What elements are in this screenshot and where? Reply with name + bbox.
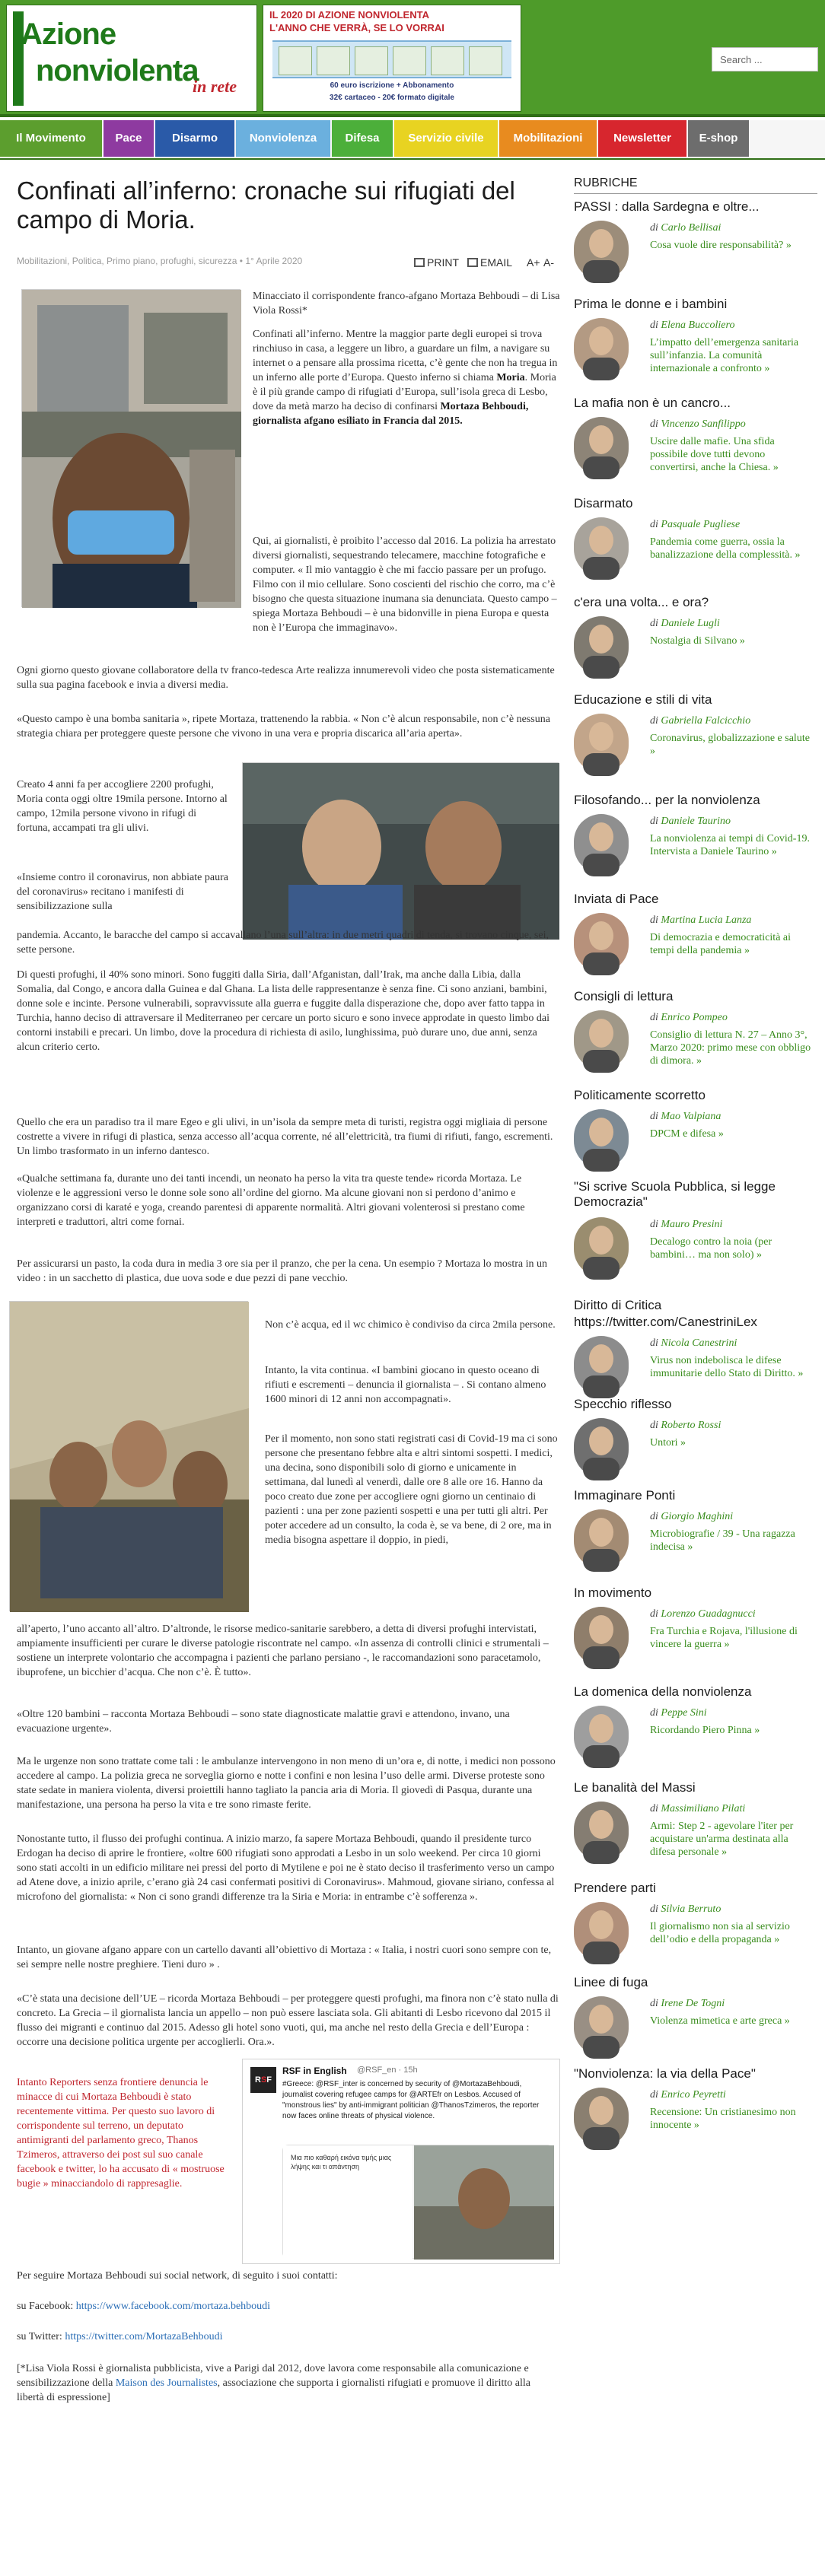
article-paragraph-4: «Questo campo è una bomba sanitaria », ripete Mortaza, trattenendo la rabbia. « Non c’è alcun responsabile, non c’è nessuna strategia chiara per proteggere queste persone che vivono in una vera e propria discarica all’aria aperta». — [17, 714, 550, 739]
follow-intro: Per seguire Mortaza Behboudi sui social network, di seguito i suoi contatti: — [17, 2270, 338, 2282]
magazine-cover — [355, 46, 388, 75]
author-name-link[interactable]: Massimiliano Pilati — [661, 1803, 746, 1814]
facebook-label: su Facebook: — [17, 2301, 74, 2312]
article — [17, 177, 560, 2403]
banner-headline-line2: L'ANNO CHE VERRÀ, SE LO VORRAI — [269, 22, 444, 33]
sidebar-widget-heading[interactable]: Inviata di Pace — [574, 892, 659, 906]
article-paragraph-5: Creato 4 anni fa per accogliere 2200 profughi, Moria conta oggi oltre 19mila persone. Intorno al campo, 12mila persone vivono in rifugi di fortuna, accampati tra gli ulivi. — [17, 779, 228, 834]
author-prefix: di — [650, 418, 661, 430]
nav-e-shop[interactable]: E-shop — [688, 120, 749, 157]
author-prefix: di — [650, 618, 661, 629]
article-paragraph-3: Ogni giorno questo giovane collaboratore della tv franco-tedesca Arte realizza innumerevoli video che posta sistematicamente sulla sua pagina facebook e invia a diversi media. — [17, 665, 555, 691]
nav-difesa[interactable]: Difesa — [332, 120, 393, 157]
author-name-link[interactable]: Silvia Berruto — [661, 1903, 721, 1915]
nav-pace[interactable]: Pace — [104, 120, 154, 157]
sidebar-widget-excerpt-link[interactable]: Fra Turchia e Rojava, l'illusione di vincere la guerra » — [650, 1626, 798, 1650]
font-decrease-button[interactable]: A- — [543, 256, 554, 269]
sidebar-widget-author — [650, 1903, 721, 1916]
author-avatar[interactable] — [574, 318, 629, 377]
banner-price-line2: 32€ cartaceo - 20€ formato digitale — [330, 94, 454, 102]
sidebar-widget-subheading[interactable]: https://twitter.com/CanestriniLex — [574, 1315, 757, 1329]
author-avatar[interactable] — [574, 1336, 629, 1395]
sidebar-widget-excerpt-link[interactable]: Il giornalismo non sia al servizio dell’odio e della propaganda » — [650, 1921, 790, 1945]
sidebar-widget-excerpt-link[interactable]: Consiglio di lettura N. 27 – Anno 3°, Marzo 2020: primo mese con obbligo di dimora. » — [650, 1029, 811, 1067]
author-prefix: di — [650, 1111, 661, 1122]
author-avatar[interactable] — [574, 221, 629, 280]
sidebar-widget-excerpt-link[interactable]: Decalogo contro la noia (per bambini… ma non solo) » — [650, 1236, 772, 1261]
photo-selfie-image — [22, 290, 241, 608]
author-prefix: di — [650, 1337, 661, 1349]
sidebar-widget-author — [650, 1420, 721, 1432]
print-button[interactable] — [414, 253, 459, 272]
sidebar-widget-excerpt-link[interactable]: Cosa vuole dire responsabilità? » — [650, 240, 792, 251]
paragraph-2-text: Qui, ai giornalisti, è proibito l’accesso dal 2016. La polizia ha arrestato diversi giornalisti, sequestrando telecamere, macchine fotografiche e computer. « Il mio vantaggio è che mi faccio passare per un profugo. Filmo con il mio cellulare. Sono coscienti del rischio che corro, ma c’è bisogno che questa situazione inumana sia denunciata. Questo campo – spiega Mortaza Behboudi – è una bidonville in piena Europa e questa non è l’Europa che immaginavo». — [253, 536, 557, 634]
author-name-link[interactable]: Gabriella Falcicchio — [661, 715, 751, 727]
sidebar-widget-author — [650, 2089, 726, 2101]
article-paragraph-6a: «Insieme contro il coronavirus, non abbiate paura del coronavirus» recitano i manifesti di sensibilizzazione sulla — [17, 872, 228, 912]
twitter-contact — [17, 2330, 560, 2344]
author-avatar[interactable] — [574, 913, 629, 972]
author-name-link[interactable]: Giorgio Maghini — [661, 1511, 734, 1522]
author-name-link[interactable]: Elena Buccoliero — [661, 320, 735, 331]
article-paragraph-10: Per assicurarsi un pasto, la coda dura in media 3 ore sia per il pranzo, che per la cena. Un esempio ? Mortaza lo mostra in un video : in un sacchetto di plastica, due uova sode e due pezzi di pane vecchio. — [17, 1258, 548, 1284]
author-prefix: di — [650, 715, 661, 727]
main-nav — [0, 120, 825, 158]
sidebar-widget-heading[interactable]: Immaginare Ponti — [574, 1488, 676, 1503]
author-name-link[interactable]: Daniele Lugli — [661, 618, 720, 629]
sidebar-widget-author — [650, 715, 750, 727]
sidebar-widget-author — [650, 1511, 733, 1523]
sidebar-widget-author — [650, 418, 746, 431]
author-prefix: di — [650, 320, 661, 331]
author-name-link[interactable]: Mauro Presini — [661, 1219, 723, 1230]
rsf-logo: RSF — [250, 2067, 276, 2093]
email-button[interactable] — [467, 253, 512, 272]
author-avatar[interactable] — [574, 616, 629, 676]
sidebar-widget-author — [650, 914, 751, 927]
author-avatar[interactable] — [574, 814, 629, 873]
author-avatar[interactable] — [574, 1607, 629, 1666]
site-logo[interactable] — [6, 5, 257, 112]
author-name-link[interactable]: Carlo Bellisai — [661, 222, 721, 234]
author-avatar[interactable] — [574, 1902, 629, 1961]
sidebar-widget-excerpt-link[interactable]: Recensione: Un cristianesimo non innocente » — [650, 2107, 796, 2131]
paragraph-1-text-c: . Moria è il più grande campo di rifugiati d’Europa, sull’isola greca di Lesbo, dove da metà marzo ha deciso di confinarsi — [253, 372, 556, 412]
author-prefix: di — [650, 1803, 661, 1814]
article-lead: Minacciato il corrispondente franco-afgano Mortaza Behboudi – di Lisa Viola Rossi* — [253, 291, 560, 316]
article-paragraph-18: «C’è stata una decisione dell’UE – ricorda Mortaza Behboudi – per proteggere questi profughi, ma finora non c’è stato nulla di concreto. La Grecia – il giornalista lancia un appello – non può essere lasciata sola. Gli abitanti di Lesbo ricevono dal 2015 il flusso dei migranti e continuo dal 2015. Adesso gli hotel sono vuoti, qui, ma anche nel resto della Grecia e dell’Europa : occorre una decisione politica urgente per accoglierli. Ora.». — [17, 1993, 559, 2048]
author-avatar[interactable] — [574, 517, 629, 577]
paragraph-1-text-a: Confinati all’inferno. Mentre la maggior parte degli europei si trova rinchiuso in casa, a leggere un libro, a guardare un film, a navigare su internet o a pensare alla prossima ricetta, c’è gente che non ha tregua in un inferno alle porte d’Europa. Questo inferno si chiama — [253, 329, 558, 383]
article-paragraph-14: «Oltre 120 bambini – racconta Mortaza Behboudi – sono state diagnosticate malattie gravi e attendono, invano, una evacuazione urgente». — [17, 1709, 510, 1735]
sidebar-widget-excerpt-link[interactable]: DPCM e difesa » — [650, 1128, 724, 1140]
font-increase-button[interactable]: A+ — [527, 256, 540, 269]
sidebar-widget-heading[interactable]: Filosofando... per la nonviolenza — [574, 793, 760, 807]
sidebar-widget-heading[interactable]: La mafia non è un cancro... — [574, 396, 731, 410]
banner-price-line1: 60 euro iscrizione + Abbonamento — [330, 81, 454, 90]
article-paragraph-1 — [253, 327, 560, 428]
sidebar-widget-heading[interactable]: Prendere parti — [574, 1881, 656, 1895]
twitter-label: su Twitter: — [17, 2331, 62, 2342]
embedded-tweet[interactable] — [242, 2059, 560, 2264]
article-paragraph-17: Intanto, un giovane afgano appare con un cartello davanti all’obiettivo di Mortaza : « Italia, i nostri cuori sono sempre con te, sei sempre nelle nostre preghiere. Tieni duro » . — [17, 1945, 552, 1970]
envelope-icon — [467, 258, 478, 267]
author-prefix: di — [650, 1707, 661, 1719]
sidebar-widget-heading[interactable]: Politicamente scorretto — [574, 1088, 706, 1102]
sidebar-widget-excerpt-link[interactable]: Pandemia come guerra, ossia la banalizzazione della complessità. » — [650, 536, 801, 561]
banner-magazine-covers — [272, 40, 511, 78]
author-name-link[interactable]: Vincenzo Sanfilippo — [661, 418, 746, 430]
bio-text-c: , associazione che supporta i giornalisti rifugiati e promuove il diritto alla libertà di espressione] — [17, 2377, 530, 2403]
sidebar-widget-author — [650, 1803, 745, 1815]
author-name-link[interactable]: Daniele Taurino — [661, 816, 731, 827]
photo-tent-group — [9, 1301, 248, 1611]
author-avatar[interactable] — [574, 1217, 629, 1277]
sidebar-widget-heading[interactable]: Specchio riflesso — [574, 1397, 672, 1411]
sidebar-title: RUBRICHE — [574, 177, 817, 194]
search-input[interactable] — [712, 47, 818, 72]
email-label: EMAIL — [480, 256, 513, 269]
logo-text-line1: Azione — [21, 17, 116, 51]
paragraph-1-moria: Moria — [496, 372, 525, 383]
nav-newsletter[interactable]: Newsletter — [598, 120, 686, 157]
sidebar-widget-heading[interactable]: Le banalità del Massi — [574, 1780, 696, 1795]
photo-selfie-camp — [21, 289, 240, 607]
article-paragraph-11: Non c’è acqua, ed il wc chimico è condiviso da circa 2mila persone. — [265, 1319, 556, 1331]
facebook-link[interactable]: https://www.facebook.com/mortaza.behboudi — [75, 2301, 271, 2312]
sidebar-widget-excerpt-link[interactable]: Virus non indebolisca le difese immunitarie dello Stato di Diritto. » — [650, 1355, 804, 1379]
tweet-media-text: Μια πιο καθαρή εικόνα τιμής μιας λήψης και τι απάντηση — [283, 2145, 412, 2260]
author-prefix: di — [650, 1511, 661, 1522]
nav-il-movimento[interactable]: Il Movimento — [0, 120, 102, 157]
author-avatar[interactable] — [574, 1418, 629, 1477]
facebook-contact — [17, 2299, 560, 2314]
nav-mobilitazioni[interactable]: Mobilitazioni — [499, 120, 597, 157]
sidebar-widget-author — [650, 1337, 737, 1350]
maison-journalistes-link[interactable]: Maison des Journalistes — [115, 2377, 218, 2389]
magazine-cover — [431, 46, 464, 75]
magazine-cover — [393, 46, 426, 75]
sidebar-widget-author — [650, 1608, 756, 1620]
article-paragraph-6b: pandemia. Accanto, le baracche del campo si accavallano l’una sull’altra: in due metri quadri di tenda, si trovano cinque, sei, sette persone. — [17, 930, 549, 956]
sidebar-widget-author — [650, 1707, 707, 1719]
printer-icon — [414, 258, 425, 267]
tweet-account: RSF in English — [282, 2066, 347, 2076]
author-prefix: di — [650, 519, 661, 530]
tweet-text: #Greece: @RSF_inter is concerned by security of @MortazaBehboudi, journalist covering refugee camps for @ARTEfr on Lesbos. Accused of "monstrous lies" by anti-immigrant politician @ThanosTzimeros, the reporter now faces online threats of physical violence. — [282, 2080, 540, 2120]
author-prefix: di — [650, 914, 661, 926]
article-meta — [17, 251, 560, 271]
sidebar-widget-heading[interactable]: "Nonviolenza: la via della Pace" — [574, 2066, 756, 2081]
article-paragraph-12: Intanto, la vita continua. «I bambini giocano in questo oceano di rifiuti e escrementi – denuncia il giornalista – . Si contano almeno 1600 minori di 12 anni non accompagnati». — [265, 1365, 546, 1405]
tweet-media — [282, 2145, 553, 2259]
author-prefix: di — [650, 1903, 661, 1915]
author-avatar[interactable] — [574, 417, 629, 476]
sidebar-widget-heading[interactable]: c'era una volta... e ora? — [574, 595, 709, 609]
sidebar-widget-author — [650, 222, 721, 234]
sidebar-widget-heading[interactable]: Diritto di Critica — [574, 1298, 662, 1312]
nav-disarmo[interactable]: Disarmo — [155, 120, 234, 157]
print-label: PRINT — [427, 256, 459, 269]
author-name-link[interactable]: Lorenzo Guadagnucci — [661, 1608, 756, 1620]
logo-tagline: in rete — [193, 77, 237, 96]
logo-text-line2: nonviolenta — [36, 54, 199, 87]
author-avatar[interactable] — [574, 714, 629, 773]
sidebar-widget-excerpt-link[interactable]: L’impatto dell’emergenza sanitaria sull’infanzia. La comunità internazionale a confronto » — [650, 337, 799, 374]
magazine-cover — [469, 46, 502, 75]
author-avatar[interactable] — [574, 2088, 629, 2147]
photo-journalist-portrait — [242, 762, 559, 939]
author-bio — [17, 2361, 560, 2405]
paragraph-1-behboudi: Mortaza Behboudi, giornalista afgano esiliato in Francia dal 2015. — [253, 401, 529, 427]
nav-nonviolenza[interactable]: Nonviolenza — [236, 120, 330, 157]
sidebar-widget-heading[interactable]: PASSI : dalla Sardegna e oltre... — [574, 199, 760, 214]
author-avatar[interactable] — [574, 1802, 629, 1861]
author-name-link[interactable]: Peppe Sini — [661, 1707, 707, 1719]
sidebar-widget-author — [650, 519, 740, 531]
sidebar-widget-heading[interactable]: "Si scrive Scuola Pubblica, si legge Democrazia" — [574, 1179, 776, 1209]
author-prefix: di — [650, 2089, 661, 2101]
sidebar-widget-author — [650, 1012, 728, 1024]
author-avatar[interactable] — [574, 1996, 629, 2056]
article-paragraph-8: Quello che era un paradiso tra il mare Egeo e gli ulivi, in un’isola da sempre meta di turisti, registra oggi migliaia di persone costrette a vivere in rifugi di plastica, senza accesso all’acqua corrente, né all’elettricità, tra fiumi di rifiuti, fango, escrementi. Un limbo trasformato in un inferno dantesco. — [17, 1117, 553, 1157]
article-title: Confinati all’inferno: cronache sui rifugiati del campo di Moria. — [17, 177, 515, 234]
author-avatar[interactable] — [574, 1706, 629, 1765]
sidebar-widget-heading[interactable]: La domenica della nonviolenza — [574, 1684, 752, 1699]
author-prefix: di — [650, 1608, 661, 1620]
banner-headline — [263, 5, 521, 39]
sidebar-widget-excerpt-link[interactable]: La nonviolenza ai tempi di Covid-19. Intervista a Daniele Taurino » — [650, 833, 810, 857]
author-prefix: di — [650, 222, 661, 234]
author-name-link[interactable]: Martina Lucia Lanza — [661, 914, 752, 926]
banner-headline-line1: IL 2020 DI AZIONE NONVIOLENTA — [269, 9, 429, 21]
rsf-threat-note: Intanto Reporters senza frontiere denuncia le minacce di cui Mortaza Behboudi è stato recentemente vittima. Per questo suo lavoro di corrispondente sul terreno, un deputato antimigranti del parlamento greco, Thanos Tzimeros, attraverso dei post sul suo canale facebook e twitter, lo ha accusato di « mostruose bugie » minacciandolo di rappresaglie. — [17, 2077, 225, 2190]
nav-servizio-civile[interactable]: Servizio civile — [394, 120, 498, 157]
sidebar-widget-excerpt-link[interactable]: Violenza mimetica e arte greca » — [650, 2015, 790, 2027]
author-prefix: di — [650, 1998, 661, 2009]
sidebar-widget-excerpt-link[interactable]: Di democrazia e democraticità ai tempi della pandemia » — [650, 932, 792, 956]
author-prefix: di — [650, 1219, 661, 1230]
photo-portrait-image — [243, 763, 559, 940]
sidebar-widget-excerpt-link[interactable]: Armi: Step 2 - agevolare l'iter per acquistare un'arma destinata alla difesa personale » — [650, 1821, 794, 1858]
sidebar-widget-excerpt-link[interactable]: Uscire dalle mafie. Una sfida possibile dove tutti devono convertirsi, anche la Chiesa. » — [650, 436, 779, 473]
sidebar-widget-author — [650, 816, 731, 828]
sidebar-widget-author — [650, 1111, 721, 1123]
sidebar-widget-author — [650, 1998, 725, 2010]
site-header — [0, 0, 825, 117]
article-paragraph-15: Ma le urgenze non sono trattate come tali : le ambulanze intervengono in non meno di un’ora e, di notte, i medici non possono accedere al campo. La polizia greca ne sorveglia giorno e notte i confini e non lesina l’uso delle armi. Diverse proteste sono state sedate in maniera violenta, diversi proiettili hanno tagliato la pancia aria di Moria. Il giovedì di Pasqua, durante una manifestazione, una persona ha perso la vita e tre sono rimaste ferite. — [17, 1756, 556, 1811]
bio-text-a: [*Lisa Viola Rossi è giornalista pubblicista, vive a Parigi dal 2012, dove lavora come responsabile alla comunicazione e sensibilizzazione della — [17, 2363, 529, 2389]
sidebar-widget-author — [650, 1219, 722, 1231]
author-avatar[interactable] — [574, 1109, 629, 1169]
sidebar-widget-author — [650, 320, 734, 332]
author-name-link[interactable]: Enrico Pompeo — [661, 1012, 728, 1023]
sidebar-widget-heading[interactable]: In movimento — [574, 1585, 652, 1600]
article-paragraph-13b: all’aperto, l’uno accanto all’altro. D’altronde, le risorse medico-sanitarie sarebbero, a detta di diversi profughi intervistati, ampiamente insufficienti per curare le diverse patologie riscontrate nel campo. «In assenza di controlli clinici e strumentali – sostiene un interprete volontario che accompagna i pazienti che parlano persiano -, le raccomandazioni sono paracetamolo, ibuprofene, un bicchier d’acqua. Che non c’è. È tutto». — [17, 1624, 549, 1678]
author-name-link[interactable]: Irene De Togni — [661, 1998, 725, 2009]
author-name-link[interactable]: Nicola Canestrini — [661, 1337, 737, 1349]
sidebar-widget-excerpt-link[interactable]: Ricordando Piero Pinna » — [650, 1725, 760, 1736]
author-prefix: di — [650, 816, 661, 827]
article-paragraph-2 — [253, 534, 560, 634]
author-name-link[interactable]: Roberto Rossi — [661, 1420, 721, 1431]
author-name-link[interactable]: Pasquale Pugliese — [661, 519, 741, 530]
author-name-link[interactable]: Mao Valpiana — [661, 1111, 721, 1122]
author-name-link[interactable]: Enrico Peyretti — [661, 2089, 726, 2101]
sidebar-widget-heading[interactable]: Prima le donne e i bambini — [574, 297, 728, 311]
author-avatar[interactable] — [574, 1509, 629, 1569]
article-paragraph-7: Di questi profughi, il 40% sono minori. Sono fuggiti dalla Siria, dall’Afganistan, dall’Irak, ma anche dalla Libia, dalla Somalia, dal Congo, e ancora dalla Guinea e dal Ghana. La lista delle rappresentanze è senza fine. Ci sono anziani, bambini, donne sole e incinte. Persone vulnerabili, sopravvissute alla guerra e fuggite dalla disperazione che, dopo aver fatto tappa in Turchia, hanno deciso di attraversare il Mediterraneo per cercare un porto sicuro e sono invece approdate in questo limbo dai contorni instabili e precari. Un limbo, dove la procedura di richiesta di asilo, lunghissima, può durare uno, due anni, senza alcun criterio certo. — [17, 969, 550, 1053]
article-categories-date: Mobilitazioni, Politica, Primo piano, profughi, sicurezza • 1° Aprile 2020 — [17, 256, 303, 266]
sidebar-widget-heading[interactable]: Consigli di lettura — [574, 989, 674, 1003]
tweet-media-photo — [414, 2145, 554, 2260]
magazine-cover — [279, 46, 312, 75]
magazine-cover — [317, 46, 350, 75]
sidebar-widget-author — [650, 618, 720, 630]
article-paragraph-13a: Per il momento, non sono stati registrati casi di Covid-19 ma ci sono persone che presentano febbre alta e altri sintomi sospetti. I medici, una decina, sono disponibili solo di giorno e unicamente in settimana, dal lunedì al venerdì, dalle ore 8 alle ore 16. Hanno da poco creato due zone per accogliere ogni giorno un centinaio di pazienti : una per zone pazienti sospetti e una per tutti gli altri. Per poter accedere ad un consulto, la coda è, se va bene, di 2 ore, ma in media bisogna aspettare il doppio, in piedi, — [265, 1433, 558, 1546]
sidebar-widget-excerpt-link[interactable]: Nostalgia di Silvano » — [650, 635, 745, 647]
author-prefix: di — [650, 1420, 661, 1431]
photo-tent-image — [10, 1302, 249, 1612]
sidebar-widget-heading[interactable]: Disarmato — [574, 496, 633, 510]
twitter-link[interactable]: https://twitter.com/MortazaBehboudi — [65, 2331, 223, 2342]
sidebar-widget-heading[interactable]: Educazione e stili di vita — [574, 692, 712, 707]
author-prefix: di — [650, 1012, 661, 1023]
sidebar-widget-excerpt-link[interactable]: Untori » — [650, 1437, 686, 1449]
sidebar-widget-excerpt-link[interactable]: Microbiografie / 39 - Una ragazza indecisa » — [650, 1528, 795, 1553]
article-paragraph-9: «Qualche settimana fa, durante uno dei tanti incendi, un neonato ha perso la vita tra queste tende» ricorda Mortaza. Le violenze e le aggressioni verso le donne sole sono all’ordine del giorno. Ma alcune giovani non si perdono d’animo e organizzano corsi di karaté e yoga, creando parentesi di apparente normalità. Altri giovani volenterosi si prestano come interpreti e traduttori, altri come fornai. — [17, 1173, 525, 1228]
article-paragraph-16: Nonostante tutto, il flusso dei profughi continua. A inizio marzo, fa sapere Mortaza Behboudi, quando il presidente turco Erdogan ha deciso di aprire le frontiere, «oltre 600 rifugiati sono approdati a Lesbo in un solo weekend. Per circa 10 giorni sono stati accolti in un edificio militare nei pressi del porto di Mytilene e poi ne è stato deciso il trasferimento verso un campo ad Atene dove, a inizio aprile, c’erano già 24 casi confermati positivi di Coronavirus». Mahmoud, giovane siriano, confessa al microfono del giornalista: « Non ci sono grandi differenze tra la Siria e Moria: in entrambe c’è sofferenza ». — [17, 1833, 555, 1903]
nav-divider — [0, 158, 825, 160]
sidebar-widget-excerpt-link[interactable]: Coronavirus, globalizzazione e salute » — [650, 733, 810, 757]
subscription-banner[interactable] — [263, 5, 521, 112]
sidebar-widget-heading[interactable]: Linee di fuga — [574, 1975, 648, 1989]
author-avatar[interactable] — [574, 1010, 629, 1070]
tweet-handle: @RSF_en · 15h — [357, 2066, 418, 2075]
